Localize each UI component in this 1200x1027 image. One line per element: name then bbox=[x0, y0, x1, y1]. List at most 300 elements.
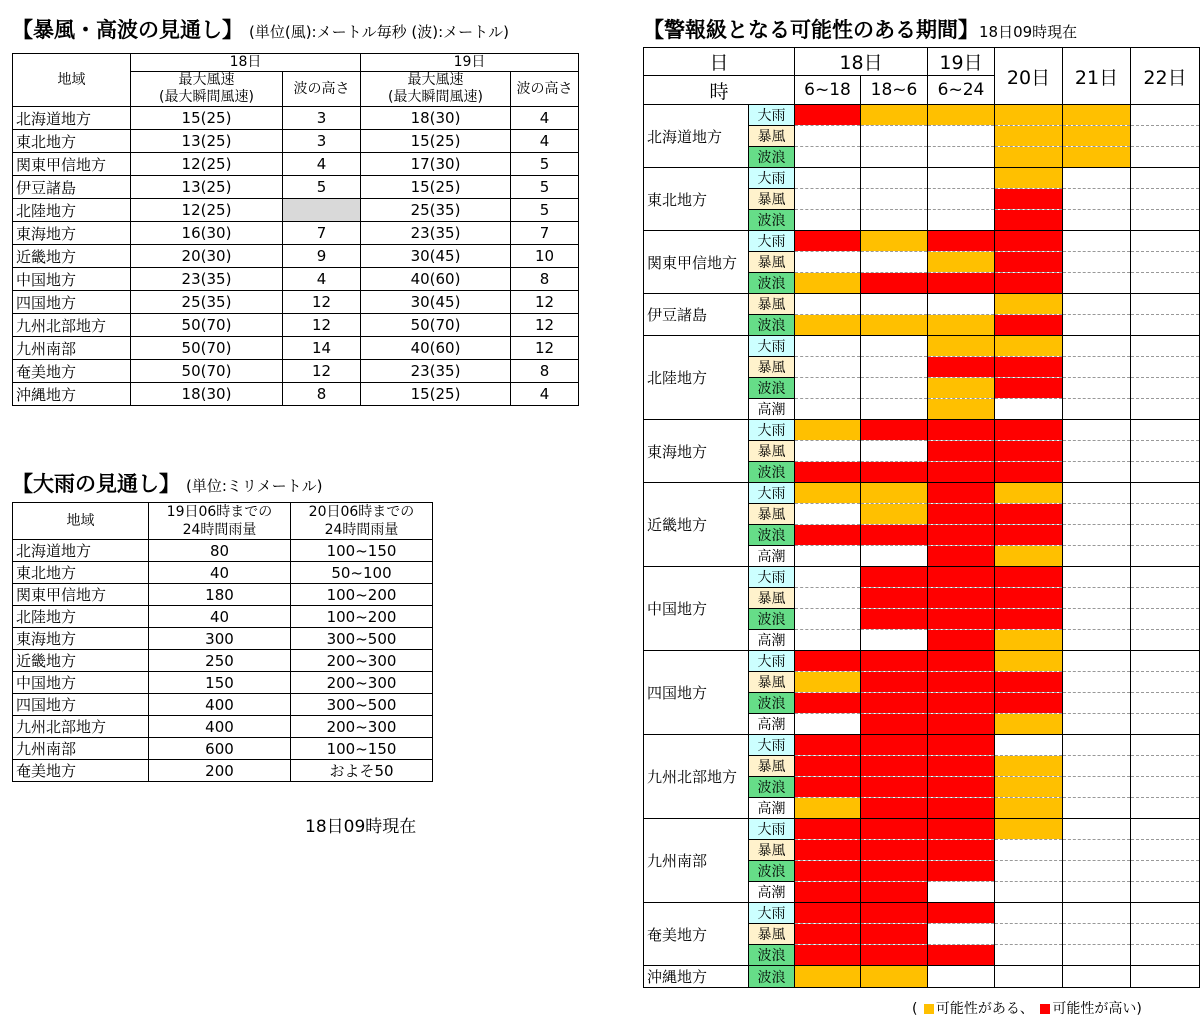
wave-19-cell: 12 bbox=[511, 337, 579, 360]
table-row bbox=[13, 383, 579, 406]
level-cell bbox=[1131, 756, 1200, 777]
table-row bbox=[13, 694, 433, 716]
level-cell bbox=[1063, 105, 1131, 126]
grid-header-p3: 6~24 bbox=[928, 76, 995, 105]
table-row bbox=[13, 107, 579, 130]
wind-19-cell: 40(60) bbox=[361, 337, 511, 360]
wave-19-cell: 10 bbox=[511, 245, 579, 268]
level-cell bbox=[995, 924, 1063, 945]
rain-timestamp: 18日09時現在 bbox=[305, 817, 417, 837]
wind-wave-table bbox=[12, 53, 579, 406]
level-cell bbox=[1063, 483, 1131, 504]
level-cell bbox=[861, 126, 928, 147]
table-row bbox=[13, 291, 579, 314]
hazard-type: 大雨 bbox=[749, 168, 795, 189]
level-cell bbox=[995, 252, 1063, 273]
level-cell bbox=[995, 168, 1063, 189]
level-cell bbox=[795, 462, 861, 483]
hazard-type: 大雨 bbox=[749, 651, 795, 672]
level-cell bbox=[1063, 336, 1131, 357]
level-cell bbox=[861, 945, 928, 966]
level-cell bbox=[995, 399, 1063, 420]
level-cell bbox=[995, 525, 1063, 546]
level-cell bbox=[795, 630, 861, 651]
level-cell bbox=[1063, 903, 1131, 924]
table-row bbox=[13, 584, 433, 606]
level-cell bbox=[1063, 945, 1131, 966]
header-region: 地域 bbox=[13, 54, 131, 107]
wind-19-cell: 40(60) bbox=[361, 268, 511, 291]
level-cell bbox=[995, 609, 1063, 630]
wind-19-cell: 23(35) bbox=[361, 222, 511, 245]
level-cell bbox=[1131, 924, 1200, 945]
grid-header-day: 日 bbox=[644, 48, 795, 76]
level-cell bbox=[995, 630, 1063, 651]
level-cell bbox=[1063, 756, 1131, 777]
hazard-type: 大雨 bbox=[749, 567, 795, 588]
legend bbox=[912, 998, 1142, 1018]
level-cell bbox=[928, 693, 995, 714]
level-cell bbox=[928, 504, 995, 525]
level-cell bbox=[928, 630, 995, 651]
region-name: 九州南部 bbox=[644, 819, 749, 903]
level-cell bbox=[1063, 126, 1131, 147]
table-row bbox=[13, 628, 433, 650]
rain-unit: (単位:ミリメートル) bbox=[186, 477, 323, 495]
wind-19-cell: 23(35) bbox=[361, 360, 511, 383]
hazard-type: 波浪 bbox=[749, 273, 795, 294]
level-cell bbox=[1063, 651, 1131, 672]
region-cell: 四国地方 bbox=[13, 291, 131, 314]
header-day-19: 19日 bbox=[361, 54, 579, 72]
wave-18-cell: 12 bbox=[283, 291, 361, 314]
header-wind-19 bbox=[361, 72, 511, 107]
grid-row bbox=[644, 231, 1200, 252]
region-cell: 中国地方 bbox=[13, 672, 149, 694]
level-cell bbox=[861, 714, 928, 735]
level-cell bbox=[1063, 231, 1131, 252]
level-cell bbox=[795, 231, 861, 252]
wind-unit: (単位(風):メートル毎秒 (波):メートル) bbox=[249, 23, 509, 41]
level-cell bbox=[861, 441, 928, 462]
level-cell bbox=[1063, 504, 1131, 525]
level-cell bbox=[928, 147, 995, 168]
hazard-type: 暴風 bbox=[749, 357, 795, 378]
level-cell bbox=[861, 462, 928, 483]
level-cell bbox=[1131, 462, 1200, 483]
wind-18-cell: 25(35) bbox=[131, 291, 283, 314]
rain-19-cell: 600 bbox=[149, 738, 291, 760]
region-cell: 九州北部地方 bbox=[13, 716, 149, 738]
level-cell bbox=[1131, 546, 1200, 567]
level-cell bbox=[861, 252, 928, 273]
level-cell bbox=[795, 147, 861, 168]
region-cell: 近畿地方 bbox=[13, 245, 131, 268]
level-cell bbox=[1063, 714, 1131, 735]
hazard-type: 大雨 bbox=[749, 231, 795, 252]
region-name: 北海道地方 bbox=[644, 105, 749, 168]
level-cell bbox=[1131, 378, 1200, 399]
level-cell bbox=[795, 105, 861, 126]
hazard-type: 暴風 bbox=[749, 294, 795, 315]
wave-19-cell: 5 bbox=[511, 199, 579, 222]
level-cell bbox=[928, 462, 995, 483]
grid-header-22: 22日 bbox=[1131, 48, 1200, 105]
level-cell bbox=[928, 756, 995, 777]
level-cell bbox=[995, 714, 1063, 735]
level-cell bbox=[1063, 525, 1131, 546]
level-cell bbox=[995, 735, 1063, 756]
hazard-type: 暴風 bbox=[749, 504, 795, 525]
table-row bbox=[13, 222, 579, 245]
level-cell bbox=[995, 756, 1063, 777]
level-cell bbox=[928, 882, 995, 903]
level-cell bbox=[995, 441, 1063, 462]
region-cell: 四国地方 bbox=[13, 694, 149, 716]
wind-19-cell: 15(25) bbox=[361, 130, 511, 153]
wind-label: 最大風速 bbox=[407, 72, 464, 88]
level-cell bbox=[861, 840, 928, 861]
region-name: 九州北部地方 bbox=[644, 735, 749, 819]
level-cell bbox=[1063, 147, 1131, 168]
level-cell bbox=[995, 210, 1063, 231]
grid-row bbox=[644, 336, 1200, 357]
wave-18-cell: 9 bbox=[283, 245, 361, 268]
region-name: 四国地方 bbox=[644, 651, 749, 735]
rain-20-cell: 200~300 bbox=[291, 716, 433, 738]
wind-18-cell: 50(70) bbox=[131, 360, 283, 383]
level-cell bbox=[861, 777, 928, 798]
rain-19-cell: 180 bbox=[149, 584, 291, 606]
level-cell bbox=[928, 378, 995, 399]
wind-18-cell: 20(30) bbox=[131, 245, 283, 268]
region-name: 東北地方 bbox=[644, 168, 749, 231]
level-cell bbox=[1131, 399, 1200, 420]
level-cell bbox=[995, 966, 1063, 988]
level-cell bbox=[861, 420, 928, 441]
level-cell bbox=[795, 525, 861, 546]
level-cell bbox=[795, 546, 861, 567]
rain-header-19-line2: 24時間雨量 bbox=[182, 522, 257, 538]
level-cell bbox=[861, 168, 928, 189]
level-cell bbox=[995, 567, 1063, 588]
grid-row bbox=[644, 966, 1200, 988]
wind-19-cell: 30(45) bbox=[361, 291, 511, 314]
level-cell bbox=[795, 609, 861, 630]
level-cell bbox=[861, 210, 928, 231]
level-cell bbox=[928, 714, 995, 735]
wind-19-cell: 25(35) bbox=[361, 199, 511, 222]
wave-18-cell: 4 bbox=[283, 153, 361, 176]
rain-20-cell: およそ50 bbox=[291, 760, 433, 782]
hazard-type: 大雨 bbox=[749, 819, 795, 840]
level-cell bbox=[1131, 336, 1200, 357]
region-name: 伊豆諸島 bbox=[644, 294, 749, 336]
gust-label: (最大瞬間風速) bbox=[388, 89, 483, 105]
region-cell: 東海地方 bbox=[13, 628, 149, 650]
level-cell bbox=[928, 840, 995, 861]
level-cell bbox=[928, 399, 995, 420]
level-cell bbox=[1131, 126, 1200, 147]
level-cell bbox=[1131, 672, 1200, 693]
level-cell bbox=[1063, 252, 1131, 273]
region-cell: 東北地方 bbox=[13, 562, 149, 584]
rain-20-cell: 300~500 bbox=[291, 694, 433, 716]
region-name: 北陸地方 bbox=[644, 336, 749, 420]
level-cell bbox=[1063, 693, 1131, 714]
warning-section-title bbox=[643, 14, 1077, 44]
level-cell bbox=[795, 504, 861, 525]
level-cell bbox=[1131, 189, 1200, 210]
level-cell bbox=[1063, 630, 1131, 651]
wind-title: 【暴風・高波の見通し】 bbox=[12, 18, 243, 42]
rain-20-cell: 100~150 bbox=[291, 540, 433, 562]
level-cell bbox=[928, 903, 995, 924]
grid-row bbox=[644, 483, 1200, 504]
level-cell bbox=[861, 966, 928, 988]
level-cell bbox=[995, 462, 1063, 483]
level-cell bbox=[928, 651, 995, 672]
rain-19-cell: 40 bbox=[149, 562, 291, 584]
rain-header-20 bbox=[291, 503, 433, 540]
hazard-type: 暴風 bbox=[749, 672, 795, 693]
rain-19-cell: 150 bbox=[149, 672, 291, 694]
level-cell bbox=[995, 231, 1063, 252]
hazard-type: 波浪 bbox=[749, 777, 795, 798]
rain-table-body bbox=[13, 540, 433, 782]
hazard-type: 高潮 bbox=[749, 882, 795, 903]
hazard-type: 波浪 bbox=[749, 609, 795, 630]
grid-row bbox=[644, 651, 1200, 672]
level-cell bbox=[928, 168, 995, 189]
level-cell bbox=[928, 315, 995, 336]
grid-header-20: 20日 bbox=[995, 48, 1063, 105]
table-row bbox=[13, 176, 579, 199]
wave-18-cell: 4 bbox=[283, 268, 361, 291]
wave-19-cell: 4 bbox=[511, 130, 579, 153]
level-cell bbox=[995, 588, 1063, 609]
level-cell bbox=[928, 126, 995, 147]
level-cell bbox=[861, 903, 928, 924]
level-cell bbox=[1131, 609, 1200, 630]
level-cell bbox=[1063, 546, 1131, 567]
level-cell bbox=[1063, 588, 1131, 609]
region-cell: 北陸地方 bbox=[13, 606, 149, 628]
level-cell bbox=[861, 819, 928, 840]
region-cell: 伊豆諸島 bbox=[13, 176, 131, 199]
hazard-type: 暴風 bbox=[749, 126, 795, 147]
level-cell bbox=[928, 861, 995, 882]
region-cell: 北海道地方 bbox=[13, 107, 131, 130]
rain-header-20-line2: 24時間雨量 bbox=[324, 522, 399, 538]
header-wave-18: 波の高さ bbox=[283, 72, 361, 107]
level-cell bbox=[1131, 819, 1200, 840]
level-cell bbox=[995, 672, 1063, 693]
level-cell bbox=[928, 483, 995, 504]
grid-row bbox=[644, 567, 1200, 588]
hazard-type: 波浪 bbox=[749, 315, 795, 336]
level-cell bbox=[795, 924, 861, 945]
level-cell bbox=[1131, 966, 1200, 988]
region-cell: 関東甲信地方 bbox=[13, 153, 131, 176]
level-cell bbox=[1131, 840, 1200, 861]
level-cell bbox=[861, 693, 928, 714]
region-cell: 九州南部 bbox=[13, 337, 131, 360]
wave-19-cell: 4 bbox=[511, 107, 579, 130]
level-cell bbox=[1131, 525, 1200, 546]
wind-19-cell: 17(30) bbox=[361, 153, 511, 176]
level-cell bbox=[795, 315, 861, 336]
hazard-type: 波浪 bbox=[749, 462, 795, 483]
level-cell bbox=[928, 672, 995, 693]
level-cell bbox=[1063, 966, 1131, 988]
level-cell bbox=[795, 420, 861, 441]
rain-20-cell: 100~200 bbox=[291, 606, 433, 628]
level-cell bbox=[1063, 273, 1131, 294]
level-cell bbox=[995, 546, 1063, 567]
table-row bbox=[13, 540, 433, 562]
legend-open: ( bbox=[912, 1001, 918, 1017]
level-cell bbox=[1131, 294, 1200, 315]
hazard-type: 波浪 bbox=[749, 693, 795, 714]
level-cell bbox=[928, 777, 995, 798]
level-cell bbox=[1063, 819, 1131, 840]
legend-high-swatch bbox=[1040, 1004, 1050, 1014]
level-cell bbox=[928, 441, 995, 462]
level-cell bbox=[1063, 294, 1131, 315]
level-cell bbox=[1063, 861, 1131, 882]
hazard-type: 波浪 bbox=[749, 966, 795, 988]
table-row bbox=[13, 650, 433, 672]
level-cell bbox=[995, 882, 1063, 903]
wave-18-cell bbox=[283, 199, 361, 222]
level-cell bbox=[1131, 714, 1200, 735]
level-cell bbox=[928, 189, 995, 210]
hazard-type: 大雨 bbox=[749, 735, 795, 756]
rain-title: 【大雨の見通し】 bbox=[12, 472, 180, 496]
level-cell bbox=[795, 882, 861, 903]
level-cell bbox=[795, 756, 861, 777]
rain-section-title bbox=[12, 468, 322, 498]
wave-19-cell: 5 bbox=[511, 153, 579, 176]
region-name: 近畿地方 bbox=[644, 483, 749, 567]
legend-possible-swatch bbox=[924, 1004, 934, 1014]
level-cell bbox=[861, 672, 928, 693]
hazard-type: 波浪 bbox=[749, 945, 795, 966]
region-cell: 中国地方 bbox=[13, 268, 131, 291]
level-cell bbox=[1131, 273, 1200, 294]
level-cell bbox=[928, 546, 995, 567]
level-cell bbox=[1131, 903, 1200, 924]
level-cell bbox=[995, 273, 1063, 294]
hazard-type: 大雨 bbox=[749, 483, 795, 504]
hazard-type: 暴風 bbox=[749, 924, 795, 945]
level-cell bbox=[795, 903, 861, 924]
level-cell bbox=[795, 651, 861, 672]
rain-header-20-line1: 20日06時までの bbox=[308, 504, 415, 520]
hazard-type: 大雨 bbox=[749, 105, 795, 126]
wave-19-cell: 7 bbox=[511, 222, 579, 245]
level-cell bbox=[861, 336, 928, 357]
level-cell bbox=[995, 819, 1063, 840]
level-cell bbox=[1131, 945, 1200, 966]
level-cell bbox=[995, 903, 1063, 924]
level-cell bbox=[861, 924, 928, 945]
level-cell bbox=[861, 105, 928, 126]
level-cell bbox=[928, 231, 995, 252]
level-cell bbox=[928, 966, 995, 988]
level-cell bbox=[1063, 420, 1131, 441]
table-row bbox=[13, 245, 579, 268]
grid-header-p2: 18~6 bbox=[861, 76, 928, 105]
level-cell bbox=[795, 735, 861, 756]
level-cell bbox=[1063, 924, 1131, 945]
wind-18-cell: 13(25) bbox=[131, 176, 283, 199]
table-row bbox=[13, 716, 433, 738]
hazard-type: 波浪 bbox=[749, 525, 795, 546]
table-row bbox=[13, 760, 433, 782]
level-cell bbox=[1131, 420, 1200, 441]
wind-19-cell: 50(70) bbox=[361, 314, 511, 337]
hazard-type: 大雨 bbox=[749, 336, 795, 357]
level-cell bbox=[1131, 105, 1200, 126]
level-cell bbox=[861, 294, 928, 315]
level-cell bbox=[861, 504, 928, 525]
hazard-type: 高潮 bbox=[749, 399, 795, 420]
rain-header-region: 地域 bbox=[13, 503, 149, 540]
level-cell bbox=[995, 420, 1063, 441]
level-cell bbox=[795, 672, 861, 693]
level-cell bbox=[795, 861, 861, 882]
table-row bbox=[13, 562, 433, 584]
level-cell bbox=[928, 924, 995, 945]
level-cell bbox=[995, 483, 1063, 504]
level-cell bbox=[928, 588, 995, 609]
region-cell: 奄美地方 bbox=[13, 360, 131, 383]
level-cell bbox=[861, 567, 928, 588]
level-cell bbox=[795, 210, 861, 231]
grid-row bbox=[644, 420, 1200, 441]
level-cell bbox=[861, 483, 928, 504]
wind-18-cell: 50(70) bbox=[131, 337, 283, 360]
legend-possible-label: 可能性がある、 bbox=[935, 1001, 1034, 1017]
wind-18-cell: 12(25) bbox=[131, 153, 283, 176]
rain-20-cell: 200~300 bbox=[291, 650, 433, 672]
rain-19-cell: 250 bbox=[149, 650, 291, 672]
wave-19-cell: 12 bbox=[511, 291, 579, 314]
table-row bbox=[13, 360, 579, 383]
level-cell bbox=[928, 945, 995, 966]
grid-row bbox=[644, 903, 1200, 924]
table-row bbox=[13, 314, 579, 337]
level-cell bbox=[861, 399, 928, 420]
wind-19-cell: 15(25) bbox=[361, 383, 511, 406]
level-cell bbox=[795, 294, 861, 315]
level-cell bbox=[861, 756, 928, 777]
hazard-type: 暴風 bbox=[749, 588, 795, 609]
level-cell bbox=[1063, 378, 1131, 399]
level-cell bbox=[1131, 483, 1200, 504]
wind-19-cell: 30(45) bbox=[361, 245, 511, 268]
level-cell bbox=[861, 357, 928, 378]
table-row bbox=[13, 606, 433, 628]
region-cell: 東北地方 bbox=[13, 130, 131, 153]
rain-19-cell: 300 bbox=[149, 628, 291, 650]
region-cell: 近畿地方 bbox=[13, 650, 149, 672]
region-cell: 九州南部 bbox=[13, 738, 149, 760]
level-cell bbox=[795, 945, 861, 966]
level-cell bbox=[1063, 882, 1131, 903]
